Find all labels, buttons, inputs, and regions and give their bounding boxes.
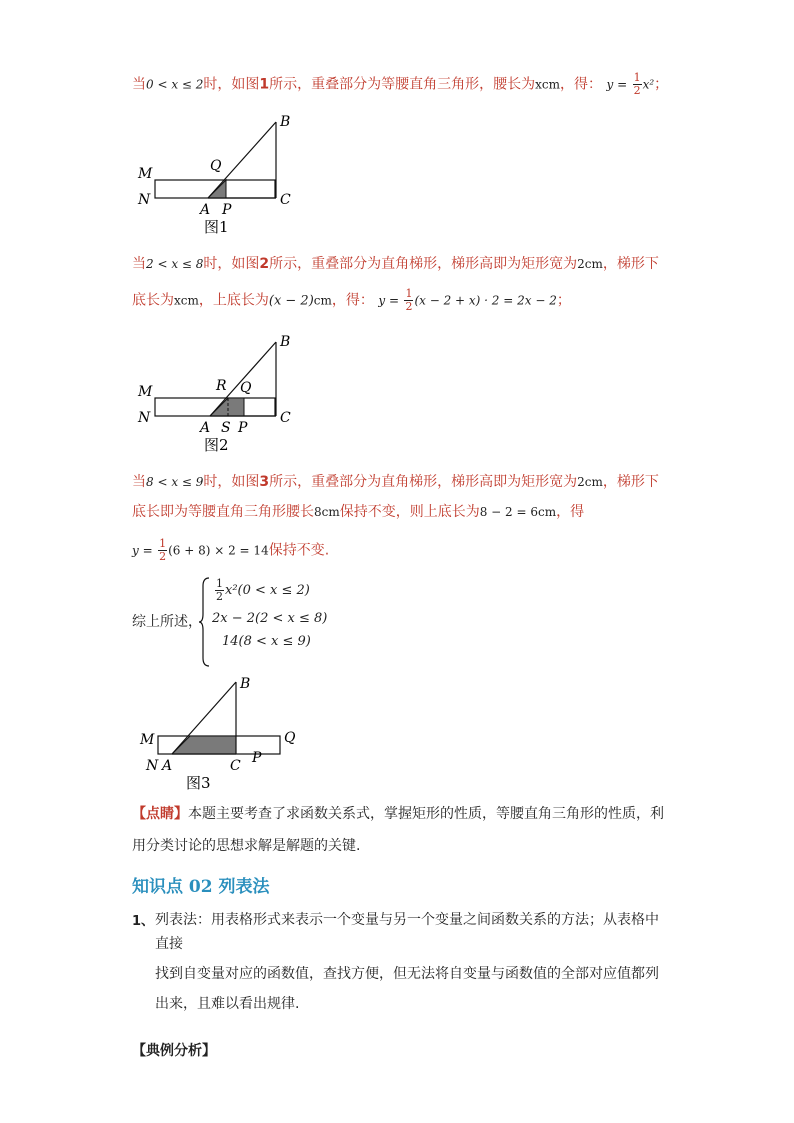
section-title: 知识点 02 列表法: [132, 877, 270, 897]
case1-leg: xcm: [535, 77, 561, 92]
case2-fig-ref: 2: [259, 256, 270, 272]
case1-formula-rhs: x²: [642, 77, 655, 92]
item1-line3: 找到自变量对应的函数值，查找方便，但无法将自变量与函数值的全部对应值都列: [155, 966, 659, 982]
case1-end: ；: [654, 76, 669, 93]
case2-formula-rhs: (x − 2 + x) · 2 = 2x − 2: [414, 293, 557, 308]
summary-piece3: 14(8 < x ≤ 9): [222, 634, 311, 649]
case2-top-unit: cm: [313, 293, 332, 308]
case2-prefix: 当: [132, 256, 146, 272]
case3-formula-lhs: y =: [132, 543, 153, 558]
summary-frac-num: 1: [216, 577, 223, 590]
case2-line2: [132, 288, 571, 313]
fig2-label-s: S: [221, 420, 231, 436]
case2-text3: ，梯形下: [602, 256, 659, 272]
brace-icon: [198, 576, 212, 668]
fig2-label-c: C: [280, 410, 291, 426]
case3-width: 2cm: [577, 475, 603, 489]
case3-fig-ref: 3: [259, 474, 270, 490]
comment-block: [132, 802, 672, 858]
fig2-label-n: N: [138, 410, 151, 426]
case1-prefix: 当: [132, 76, 146, 93]
case3-tail: 保持不变.: [268, 542, 330, 559]
item1-body: [155, 908, 675, 1016]
fig2-label-a: A: [200, 420, 211, 436]
case3-leg: 8cm: [314, 505, 340, 519]
case2-line1: [132, 254, 659, 274]
case2-line2-b: ，上底长为: [198, 292, 269, 309]
case3-line2-c: ，得: [556, 504, 585, 520]
case2-condition: 2 < x ≤ 8: [146, 257, 204, 271]
case1-fraction: [633, 72, 642, 97]
item1-number: 1、: [132, 914, 155, 929]
case1-fig-ref: 1: [259, 76, 270, 93]
case1-text1: 时，如图: [203, 76, 260, 93]
fig3-overlap-shade: [172, 736, 236, 754]
item1-line4: 出来，且难以看出规律.: [155, 996, 300, 1012]
fig1-label-n: N: [138, 192, 151, 208]
fig3-label-m: M: [140, 732, 155, 748]
figure-3: [130, 672, 310, 802]
case2-frac-den: 2: [405, 300, 413, 313]
comment-line1: 本题主要考查了求函数关系式，掌握矩形的性质，等腰直角三角形的性质，利: [188, 806, 664, 822]
case2-formula-lhs: y =: [378, 293, 399, 308]
case3-fraction: [158, 538, 167, 563]
item1-line2: 直接: [155, 936, 183, 952]
fig3-label-n: N: [146, 758, 159, 774]
fig3-label-p: P: [252, 750, 262, 766]
case2-text1: 时，如图: [203, 256, 260, 272]
case1-text2: 所示，重叠部分为等腰直角三角形，腰长为: [269, 76, 536, 93]
fig2-overlap-shade: [210, 398, 244, 416]
comment-line2: 用分类讨论的思想求解是解题的关键.: [132, 838, 361, 854]
case3-line2-a: 底长即为等腰直角三角形腰长: [132, 504, 314, 520]
case1-text3: ，得：: [560, 76, 603, 93]
case2-line2-a: 底长为: [132, 292, 174, 309]
case2-width: 2cm: [577, 257, 603, 271]
case2-line2-c: ，得：: [331, 292, 374, 309]
case3-prefix: 当: [132, 474, 146, 490]
case3-line2-b: 保持不变，则上底长为: [339, 504, 480, 520]
fig1-caption: 图1: [204, 218, 229, 236]
summary-piece1-text: x²(0 < x ≤ 2): [225, 583, 310, 598]
case3-text1: 时，如图: [203, 474, 260, 490]
case1-frac-den: 2: [633, 84, 641, 97]
case3-text2: 所示，重叠部分为直角梯形，梯形高即为矩形宽为: [269, 474, 578, 490]
case2-bottom: xcm: [174, 293, 199, 308]
case2-text2: 所示，重叠部分为直角梯形，梯形高即为矩形宽为: [269, 256, 578, 272]
fig3-caption: 图3: [186, 774, 211, 792]
comment-tag: 【点睛】: [132, 806, 188, 822]
fig1-label-a: A: [200, 202, 211, 218]
figure-2: [130, 328, 310, 458]
case2-fraction: [404, 288, 413, 313]
case3-frac-den: 2: [159, 550, 167, 563]
case1-frac-num: 1: [633, 71, 641, 84]
fig1-label-b: B: [280, 114, 291, 130]
fig1-label-m: M: [138, 166, 153, 182]
case1-condition: 0 < x ≤ 2: [146, 77, 204, 92]
fig3-label-a: A: [162, 758, 173, 774]
summary-label: 综上所述，: [132, 614, 202, 630]
case1-formula-lhs: y =: [606, 77, 628, 92]
case2-end: ；: [556, 292, 571, 309]
case3-frac-num: 1: [159, 537, 167, 550]
fig1-label-c: C: [280, 192, 291, 208]
fig2-label-q: Q: [240, 380, 252, 396]
fig3-label-b: B: [240, 676, 251, 692]
fig3-label-c: C: [230, 758, 241, 774]
case3-formula-rhs: (6 + 8) × 2 = 14: [168, 543, 269, 558]
fig2-caption: 图2: [204, 436, 229, 454]
fig2-label-p: P: [238, 420, 248, 436]
summary-piece2: 2x − 2(2 < x ≤ 8): [212, 611, 328, 626]
summary-frac-den: 2: [216, 590, 223, 603]
summary-piece1-frac: [215, 578, 224, 603]
summary-piece1: [214, 578, 310, 603]
fig2-label-r: R: [216, 378, 227, 394]
fig2-label-m: M: [138, 384, 153, 400]
fig3-label-q: Q: [284, 730, 296, 746]
fig1-label-p: P: [222, 202, 232, 218]
case3-condition: 8 < x ≤ 9: [146, 475, 204, 489]
example-title: 【典例分析】: [132, 1043, 216, 1059]
item1-line1: 列表法：用表格形式来表示一个变量与另一个变量之间函数关系的方法；从表格中: [155, 912, 659, 928]
case3-line2: [132, 502, 584, 522]
case3-line3: [132, 538, 329, 563]
case3-line1: [132, 472, 659, 492]
fig1-label-q: Q: [210, 158, 222, 174]
fig2-label-b: B: [280, 334, 291, 350]
case1-line: [132, 72, 668, 97]
case3-top-expr: 8 − 2 = 6cm: [479, 505, 557, 519]
case2-top: (x − 2): [268, 293, 314, 309]
case2-frac-num: 1: [405, 287, 413, 300]
figure-1: [130, 110, 310, 240]
case3-text3: ，梯形下: [602, 474, 659, 490]
